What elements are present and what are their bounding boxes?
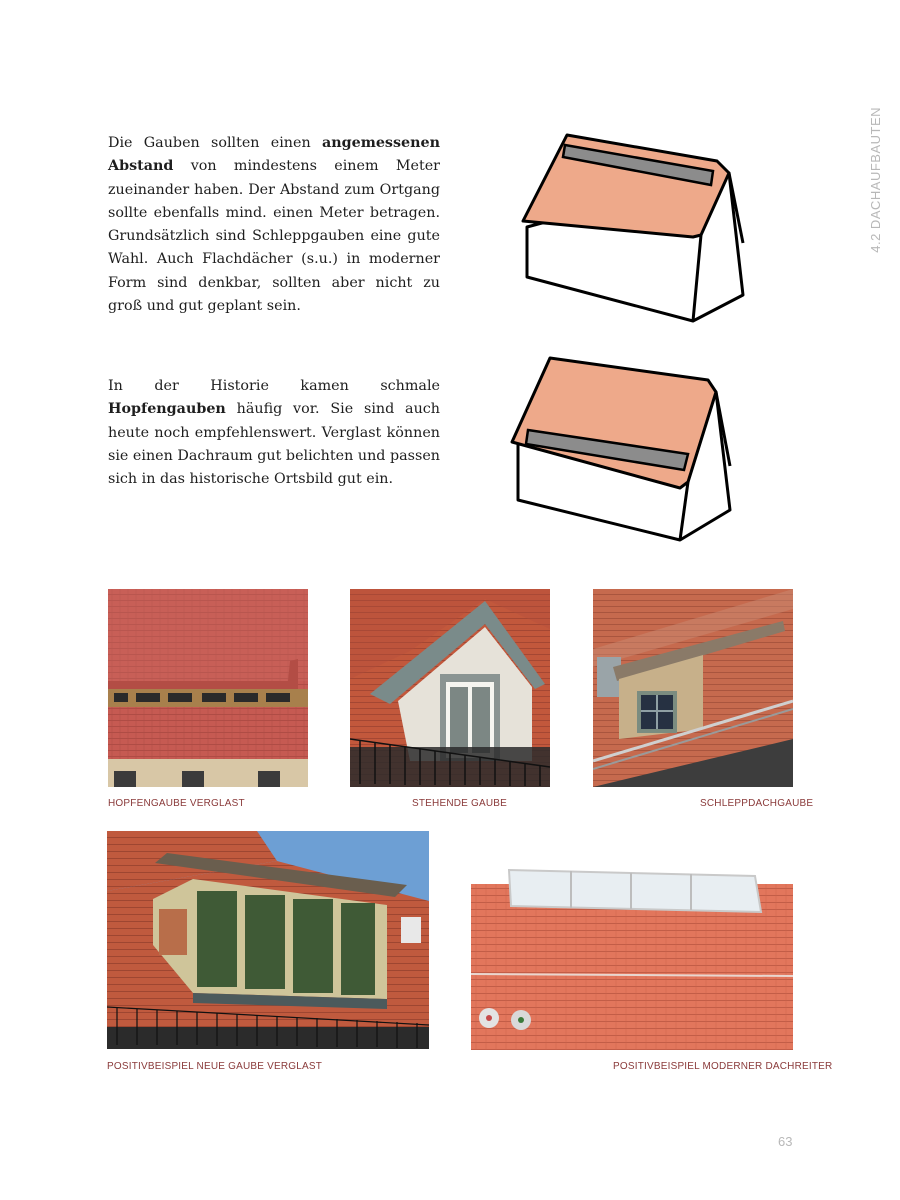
photo-schleppdachgaube: [593, 589, 793, 787]
paragraph-text: In der Historie kamen schmale: [108, 378, 440, 394]
paragraph-dormer-spacing: [108, 132, 440, 318]
caption-photo2: STEHENDE GAUBE: [412, 797, 508, 810]
paragraph-text: von mindestens einem Meter zueinander haben. Der Abstand zum Ortgang sollte ebenfalls mind. einen Meter betragen. Grundsätzlich sind Schleppgauben eine gute Wahl. Auch Flachdächer (s.u.) in moderner Form sind denkbar, sollten aber nicht zu groß und gut geplant sein.: [108, 158, 440, 315]
section-side-label: 4.2 DACHAUFBAUTEN: [868, 107, 883, 253]
paragraph-bold: angemessenen Abstand: [108, 135, 440, 175]
page-number: 63: [778, 1134, 793, 1149]
sketch-house-dormer-low: [508, 350, 740, 545]
caption-photo1: HOPFENGAUBE VERGLAST: [108, 797, 245, 810]
photo-moderner-dachreiter: [471, 868, 793, 1050]
caption-photo5: POSITIVBEISPIEL MODERNER DACHREITER: [613, 1060, 833, 1073]
paragraph-bold: Hopfengauben: [108, 401, 226, 418]
caption-photo4: POSITIVBEISPIEL NEUE GAUBE VERGLAST: [107, 1060, 323, 1073]
paragraph-text: häufig vor. Sie sind auch heute noch empfehlenswert. Verglast können sie einen Dachraum gut belichten und passen sich in das historische Ortsbild gut ein.: [108, 401, 440, 488]
caption-photo3: SCHLEPPDACHGAUBE: [700, 797, 814, 810]
photo-stehende-gaube: [350, 589, 550, 787]
photo-hopfengaube: [108, 589, 308, 787]
roof-shape: [523, 135, 729, 237]
paragraph-text: Die Gauben sollten einen: [108, 135, 322, 151]
sketch-house-dormer-top: [515, 125, 750, 325]
photo-neue-gaube-verglast: [107, 831, 429, 1049]
paragraph-hop-dormers: [108, 375, 440, 491]
